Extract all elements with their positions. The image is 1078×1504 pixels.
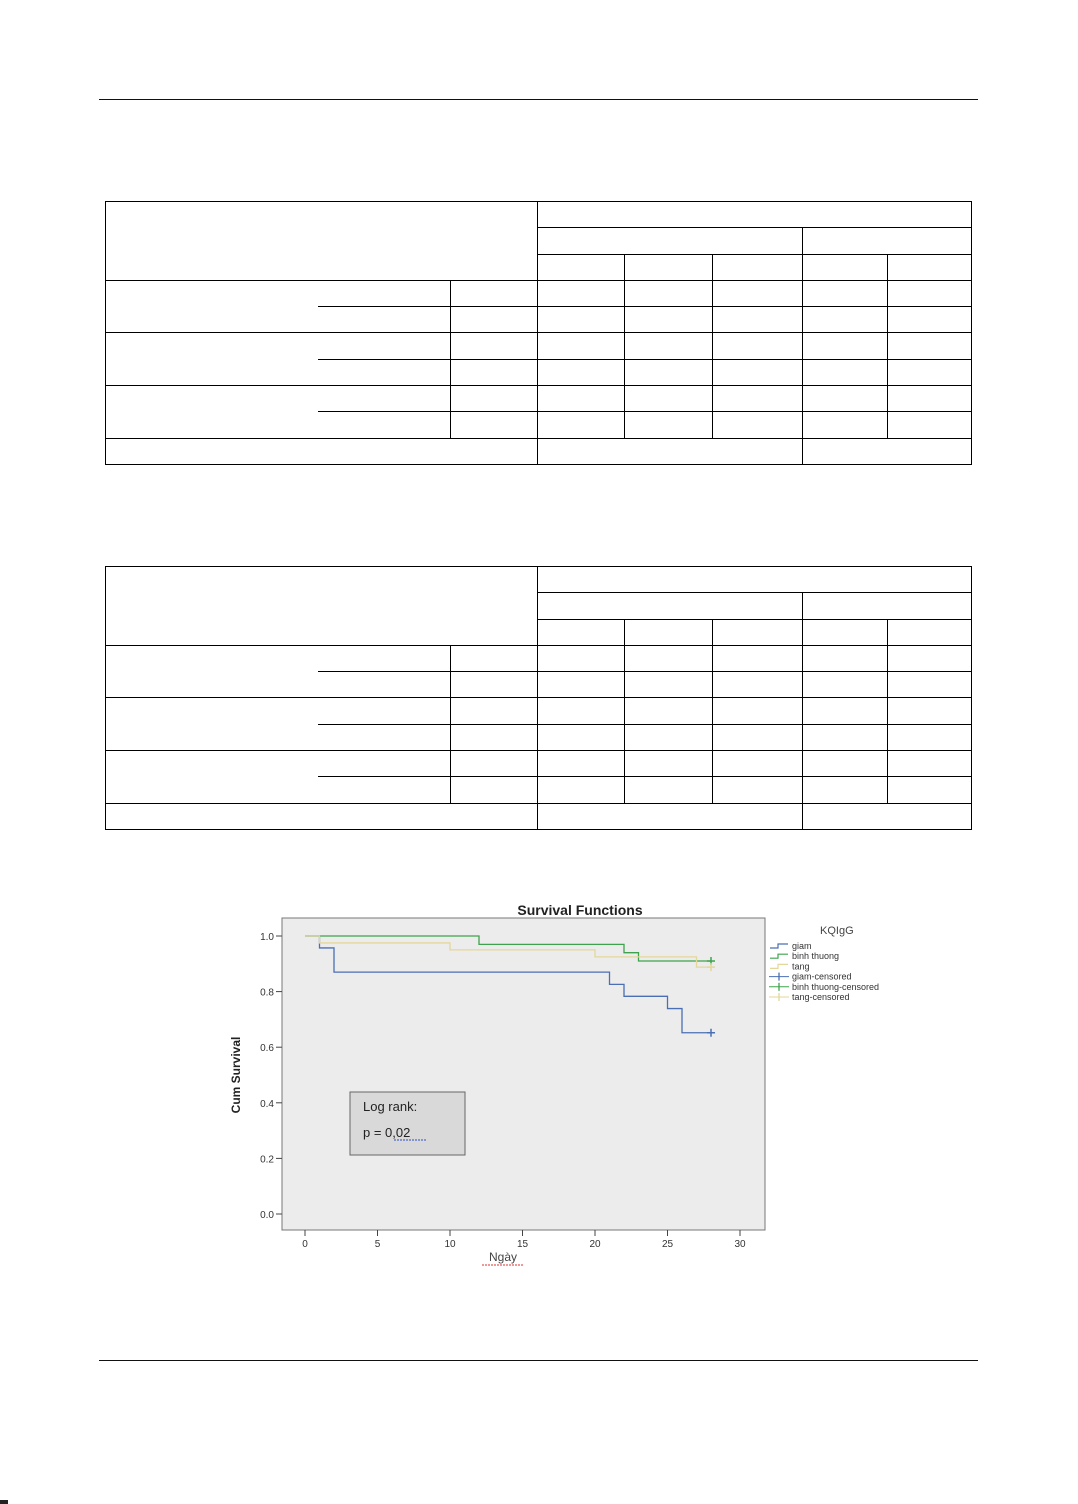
- table-border-left: [105, 201, 106, 465]
- table-rule: [802, 227, 803, 465]
- legend-title: KQIgG: [820, 925, 854, 937]
- x-tick-label: 25: [661, 1239, 674, 1250]
- table-rule: [105, 332, 972, 333]
- y-tick-label: 1.0: [260, 932, 274, 943]
- table-rule: [105, 697, 972, 698]
- table-rule: [537, 254, 972, 255]
- legend-item-label: tang: [792, 961, 810, 972]
- table-rule: [712, 254, 713, 438]
- table-rule: [887, 254, 888, 438]
- y-tick-label: 0.0: [260, 1210, 274, 1221]
- plot-area: [282, 918, 765, 1230]
- y-axis-label: Cum Survival: [229, 1036, 243, 1114]
- table-border-top: [105, 566, 972, 567]
- survival-chart: [200, 890, 940, 1280]
- x-tick-label: 10: [444, 1239, 456, 1250]
- x-axis-label: Ngày: [488, 1250, 518, 1264]
- x-tick-label: 5: [374, 1239, 381, 1250]
- table-rule: [318, 776, 972, 777]
- table-rule: [712, 619, 713, 803]
- table-rule: [537, 619, 972, 620]
- annotation-line2: p = 0,02: [363, 1125, 411, 1140]
- table-rule: [537, 566, 538, 830]
- annotation-box: [350, 1092, 465, 1155]
- table-rule: [318, 306, 972, 307]
- table-rule: [318, 411, 972, 412]
- table-rule: [537, 201, 538, 465]
- table-border-bottom: [105, 464, 972, 465]
- table-rule: [624, 619, 625, 803]
- x-tick-label: 15: [516, 1239, 529, 1250]
- y-tick-label: 0.6: [260, 1043, 274, 1055]
- table-rule: [318, 359, 972, 360]
- table-border-left: [105, 566, 106, 830]
- table-rule: [105, 645, 972, 646]
- table-rule: [450, 645, 451, 803]
- page-corner-mark: [0, 1500, 8, 1504]
- table-border-top: [105, 201, 972, 202]
- x-tick-label: 0: [302, 1239, 308, 1250]
- x-tick-label: 20: [589, 1239, 601, 1250]
- legend-item-label: giam-censored: [792, 971, 852, 982]
- y-tick-label: 0.2: [260, 1154, 274, 1166]
- chart-title: Survival Functions: [517, 902, 643, 918]
- legend-item-label: binh thuong-censored: [792, 981, 880, 992]
- table-rule: [802, 592, 803, 830]
- table-rule: [105, 438, 972, 439]
- table-rule: [105, 385, 972, 386]
- table-rule: [887, 619, 888, 803]
- table-rule: [318, 671, 972, 672]
- table-rule: [537, 592, 972, 593]
- table-border-right: [971, 201, 972, 465]
- y-tick-label: 0.4: [260, 1098, 274, 1110]
- table-rule: [537, 227, 972, 228]
- header-rule: [99, 99, 978, 100]
- table-border-right: [971, 566, 972, 830]
- footer-rule: [99, 1360, 978, 1361]
- legend-item-label: binh thuong: [792, 951, 840, 962]
- legend-item-label: tang-censored: [792, 992, 850, 1002]
- y-tick-label: 0.8: [260, 987, 274, 999]
- x-tick-label: 30: [734, 1239, 746, 1250]
- table-rule: [624, 254, 625, 438]
- legend-item-label: giam: [792, 941, 812, 951]
- table-rule: [105, 803, 972, 804]
- table-2: [105, 566, 972, 830]
- table-border-bottom: [105, 829, 972, 830]
- table-rule: [105, 750, 972, 751]
- table-rule: [105, 280, 972, 281]
- annotation-line1: Log rank:: [363, 1099, 418, 1114]
- table-1: [105, 201, 972, 465]
- table-rule: [318, 724, 972, 725]
- table-rule: [450, 280, 451, 438]
